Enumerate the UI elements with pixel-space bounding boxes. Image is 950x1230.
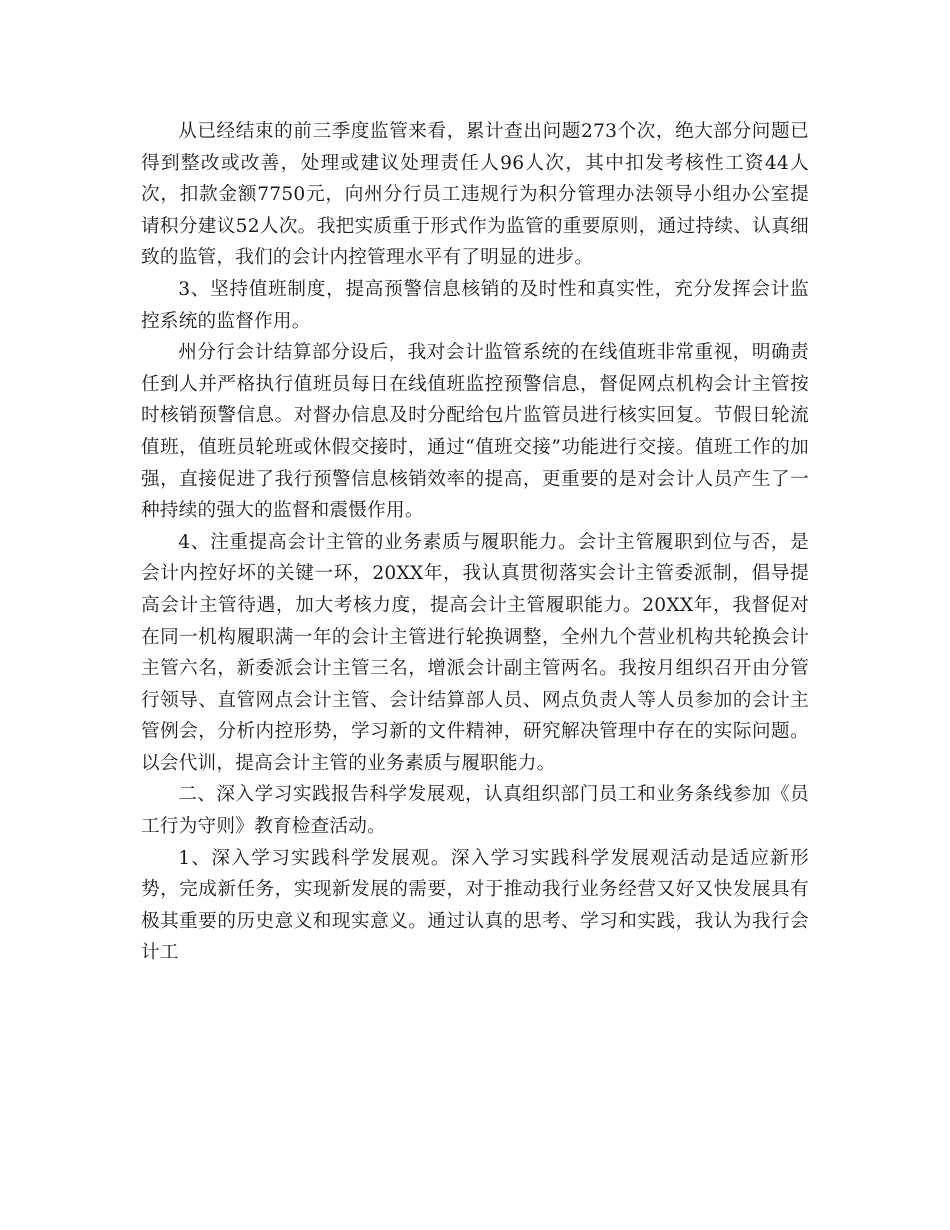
paragraph-heading-scientific-development: 二、深入学习实践报告科学发展观，认真组织部门员工和业务条线参加《员工行为守则》教育检查活动。	[141, 784, 809, 838]
document-body	[141, 116, 809, 969]
paragraph-study-practice: 1、深入学习实践科学发展观。深入学习实践科学发展观活动是适应新形势，完成新任务，实现新发展的需要，对于推动我行业务经营又好又快发展具有极其重要的历史意义和现实意义。通过认真的思考、学习和实践，我认为我行会计工	[141, 847, 809, 964]
paragraph-supervision-results: 从已经结束的前三季度监管来看，累计查出问题273个次，绝大部分问题已得到整改或改善，处理或建议处理责任人96人次，其中扣发考核性工资44人次，扣款金额7750元，向州分行员工违规行为积分管理办法领导小组办公室提请积分建议52人次。我把实质重于形式作为监管的重要原则，通过持续、认真细致的监管，我们的会计内控管理水平有了明显的进步。	[141, 121, 809, 269]
paragraph-heading-duty-system: 3、坚持值班制度，提高预警信息核销的及时性和真实性，充分发挥会计监控系统的监督作用。	[141, 278, 809, 332]
paragraph-duty-monitoring: 州分行会计结算部分设后，我对会计监管系统的在线值班非常重视，明确责任到人并严格执行值班员每日在线值班监控预警信息，督促网点机构会计主管按时核销预警信息。对督办信息及时分配给包片监管员进行核实回复。节假日轮流值班，值班员轮班或休假交接时，通过“值班交接”功能进行交接。值班工作的加强，直接促进了我行预警信息核销效率的提高，更重要的是对会计人员产生了一种持续的强大的监督和震慑作用。	[141, 342, 809, 522]
paragraph-accounting-supervisor-quality: 4、注重提高会计主管的业务素质与履职能力。会计主管履职到位与否，是会计内控好坏的关键一环，20XX年，我认真贯彻落实会计主管委派制，倡导提高会计主管待遇，加大考核力度，提高会计主管履职能力。20XX年，我督促对在同一机构履职满一年的会计主管进行轮换调整，全州九个营业机构共轮换会计主管六名，新委派会计主管三名，增派会计副主管两名。我按月组织召开由分管行领导、直管网点会计主管、会计结算部人员、网点负责人等人员参加的会计主管例会，分析内控形势，学习新的文件精神，研究解决管理中存在的实际问题。以会代训，提高会计主管的业务素质与履职能力。	[141, 531, 809, 774]
